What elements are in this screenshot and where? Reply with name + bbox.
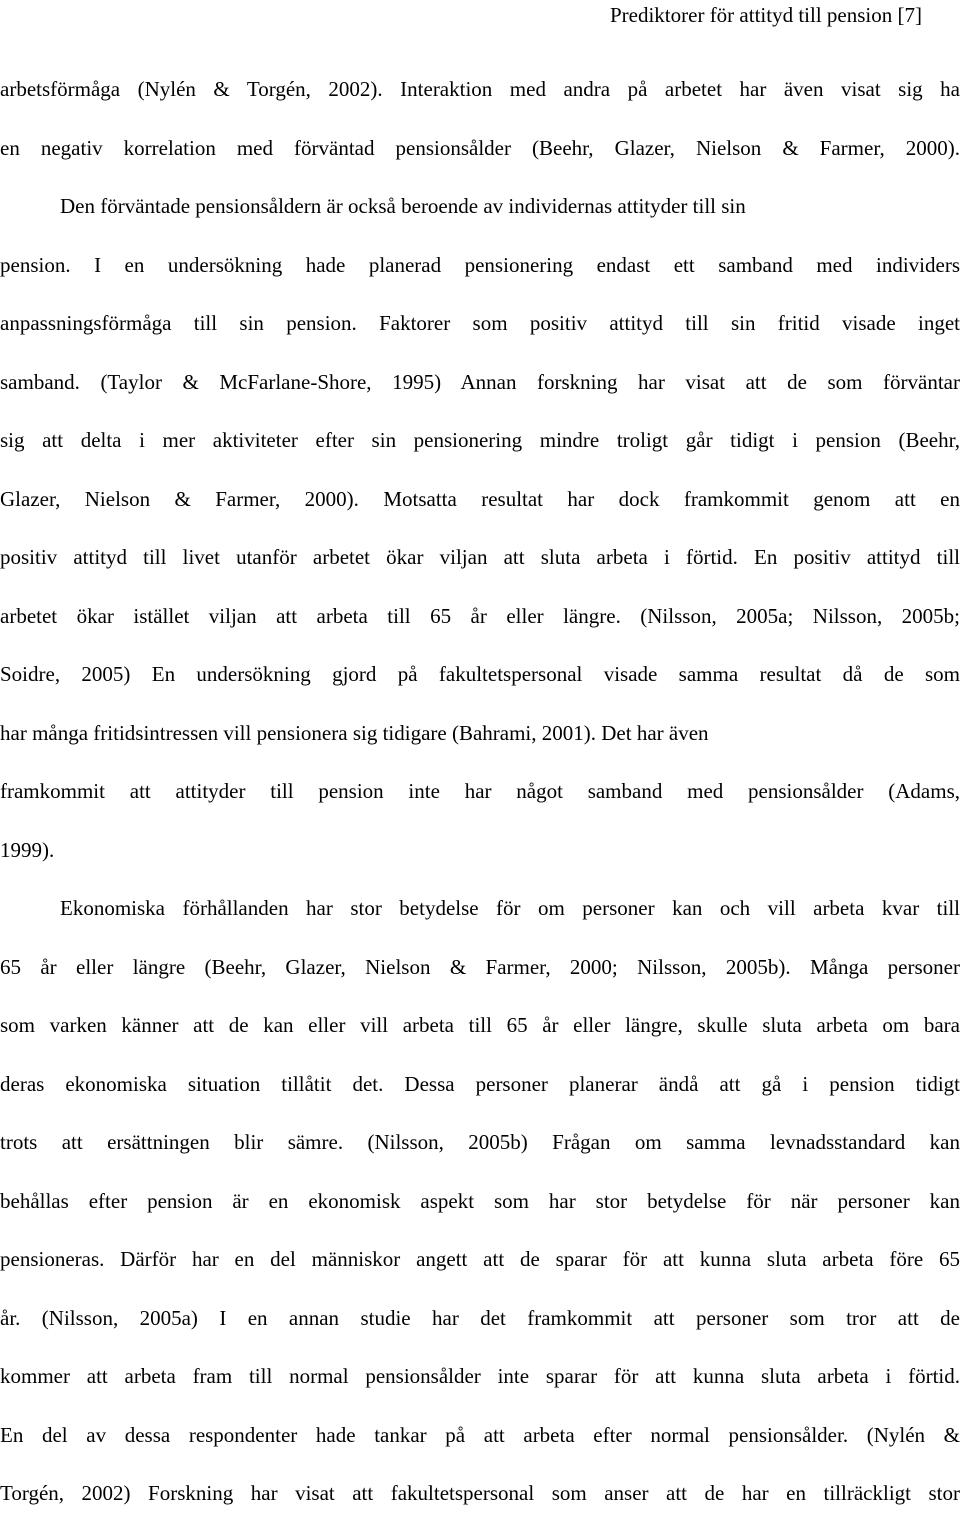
text-line: kommer att arbeta fram till normal pensionsålder inte sparar för att kunna sluta arbeta i förtid. [0, 1364, 960, 1388]
text-line: framkommit att attityder till pension inte har något samband med pensionsålder (Adams, [0, 779, 960, 803]
text-line: trots att ersättningen blir sämre. (Nilsson, 2005b) Frågan om samma levnadsstandard kan [0, 1130, 960, 1154]
text-line: år. (Nilsson, 2005a) I en annan studie har det framkommit att personer som tror att de [0, 1305, 960, 1330]
text-line: arbetsförmåga (Nylén & Torgén, 2002). Interaktion med andra på arbetet har även visat sig ha [0, 77, 960, 101]
text-line: samband. (Taylor & McFarlane-Shore, 1995) Annan forskning har visat att de som förväntar [0, 369, 960, 394]
text-line: anpassningsförmåga till sin pension. Faktorer som positiv attityd till sin fritid visade inget [0, 311, 960, 335]
text-line: positiv attityd till livet utanför arbetet ökar viljan att sluta arbeta i förtid. En positiv attityd till [0, 545, 960, 569]
text-line: Den förväntade pensionsåldern är också beroende av individernas attityder till sin [60, 194, 746, 218]
text-line: Soidre, 2005) En undersökning gjord på fakultetspersonal visade samma resultat då de som [0, 662, 960, 686]
text-line: 1999). [0, 837, 55, 862]
text-line: har många fritidsintressen vill pensionera sig tidigare (Bahrami, 2001). Det har även [0, 720, 709, 745]
body-text [0, 60, 960, 1523]
text-line: Torgén, 2002) Forskning har visat att fakultetspersonal som anser att de har en tillräckligt stor [0, 1481, 960, 1505]
running-header [610, 0, 922, 30]
header-title: Prediktorer för attityd till pension [609, 3, 893, 27]
text-line: en negativ korrelation med förväntad pensionsålder (Beehr, Glazer, Nielson & Farmer, 2000). [0, 135, 960, 160]
text-line: som varken känner att de kan eller vill arbeta till 65 år eller längre, skulle sluta arbeta om bara [0, 1013, 960, 1037]
text-line: deras ekonomiska situation tillåtit det. Dessa personer planerar ändå att gå i pension tidigt [0, 1071, 960, 1096]
text-line: sig att delta i mer aktiviteter efter sin pensionering mindre troligt går tidigt i pension (Beehr, [0, 428, 960, 452]
page-number: [7] [897, 3, 922, 27]
text-line: pension. I en undersökning hade planerad pensionering endast ett samband med individers [0, 252, 960, 277]
text-line: behållas efter pension är en ekonomisk aspekt som har stor betydelse för när personer kan [0, 1188, 960, 1213]
text-line: arbetet ökar istället viljan att arbeta till 65 år eller längre. (Nilsson, 2005a; Nilsson, 2005b; [0, 603, 960, 628]
text-line: 65 år eller längre (Beehr, Glazer, Nielson & Farmer, 2000; Nilsson, 2005b). Många personer [0, 954, 960, 979]
text-line: pensioneras. Därför har en del människor angett att de sparar för att kunna sluta arbeta före 65 [0, 1247, 960, 1271]
text-line: En del av dessa respondenter hade tankar på att arbeta efter normal pensionsålder. (Nylén & [0, 1422, 960, 1447]
text-line: Ekonomiska förhållanden har stor betydelse för om personer kan och vill arbeta kvar till [60, 896, 960, 920]
text-line: Glazer, Nielson & Farmer, 2000). Motsatta resultat har dock framkommit genom att en [0, 486, 960, 511]
